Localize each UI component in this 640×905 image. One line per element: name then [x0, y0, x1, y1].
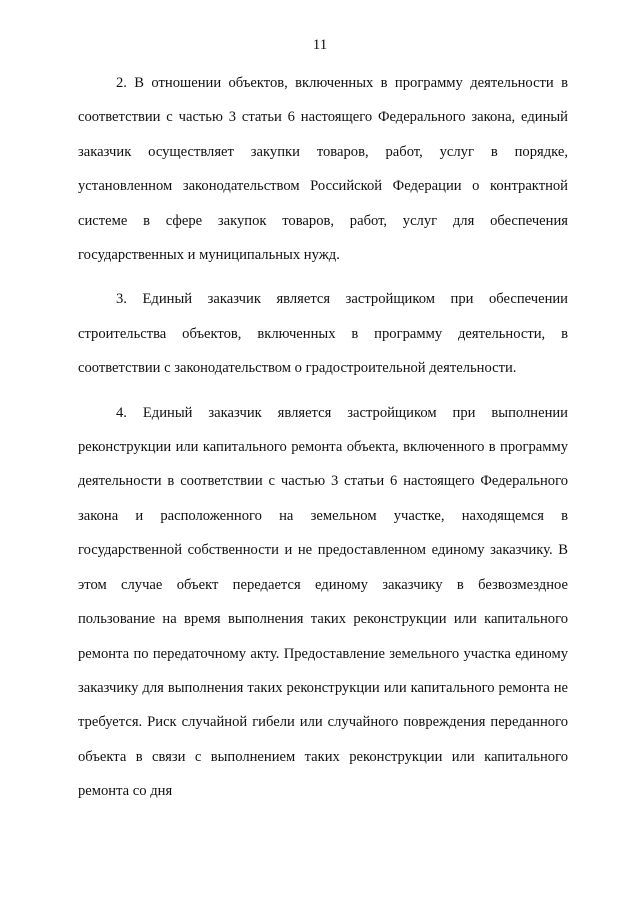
document-body: [78, 66, 568, 809]
paragraph-3: 3. Единый заказчик является застройщиком при обеспечении строительства объектов, включенных в программу деятельности, в соответствии с законодательством о градостроительной деятельности.: [78, 291, 568, 377]
paragraph-2: 2. В отношении объектов, включенных в программу деятельности в соответствии с частью 3 статьи 6 настоящего Федерального закона, единый заказчик осуществляет закупки товаров, работ, услуг в порядке, установленном законодательством Российской Федерации о контрактной системе в сфере закупок товаров, работ, услуг для обеспечения государственных и муниципальных нужд.: [78, 75, 568, 264]
page-number: 11: [312, 37, 328, 53]
paragraph-4: 4. Единый заказчик является застройщиком при выполнении реконструкции или капитального ремонта объекта, включенного в программу деятельности в соответствии с частью 3 статьи 6 настоящего Федерального закона и расположенного на земельном участке, находящемся в государственной собственности и не предоставленном единому заказчику. В этом случае объект передается единому заказчику в безвозмездное пользование на время выполнения таких реконструкции или капитального ремонта по передаточному акту. Предоставление земельного участка единому заказчику для выполнения таких реконструкции или капитального ремонта не требуется. Риск случайной гибели или случайного повреждения переданного объекта в связи с выполнением таких реконструкции или капитального ремонта со дня: [78, 404, 568, 800]
